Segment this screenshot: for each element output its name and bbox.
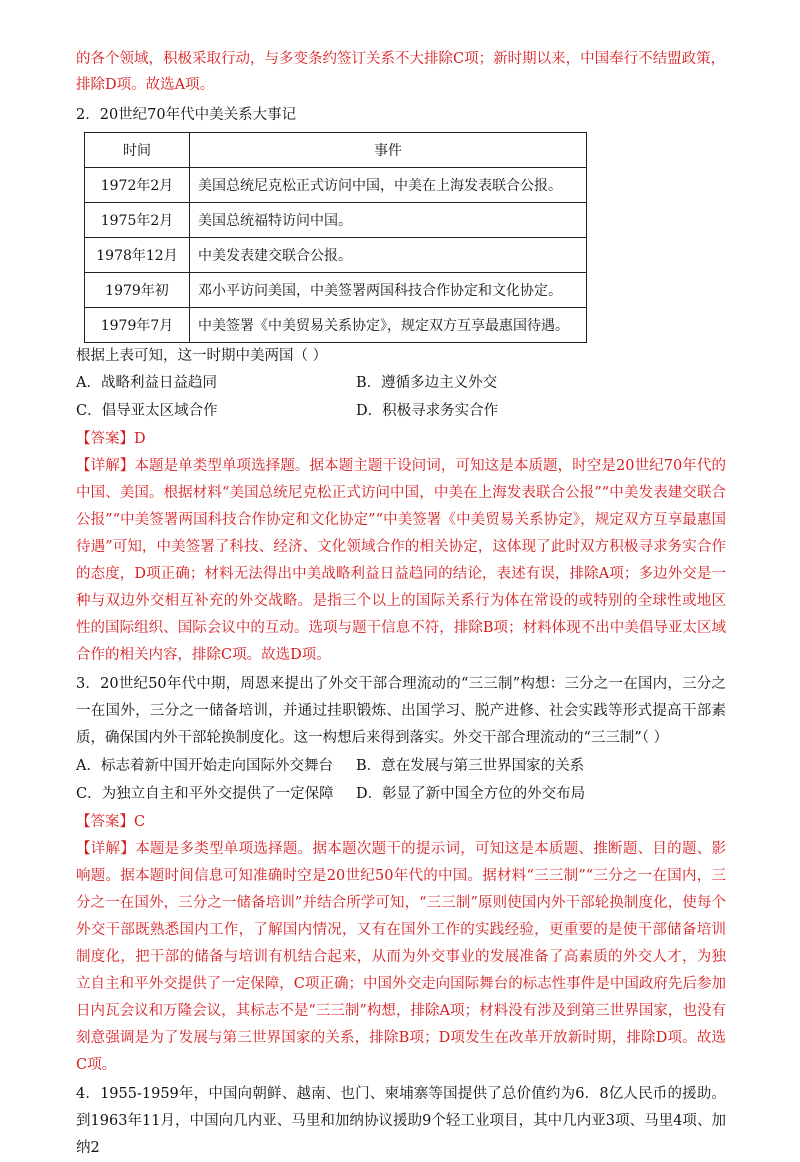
table-row [85, 308, 587, 343]
intro-explain-line-1: 的各个领域，积极采取行动，与多变条约签订关系不大排除C项；新时期以来，中国奉行不结盟政策， [76, 51, 726, 67]
q2-option-d: D．积极寻求务实合作 [356, 403, 499, 419]
table-cell-event: 中美签署《中美贸易关系协定》，规定双方互享最惠国待遇。 [190, 308, 587, 343]
document-page [76, 46, 726, 1162]
table-cell-time: 1978年12月 [85, 238, 190, 273]
table-cell-event: 美国总统福特访问中国。 [190, 203, 587, 238]
q3-answer: 【答案】C [76, 814, 146, 830]
q2-options [76, 369, 726, 425]
q3-option-c: C．为独立自主和平外交提供了一定保障 [76, 786, 334, 802]
q2-option-a: A．战略利益日益趋同 [76, 375, 217, 391]
table-cell-event: 中美发表建交联合公报。 [190, 238, 587, 273]
q2-option-b: B．遵循多边主义外交 [356, 375, 498, 391]
intro-explain-line-2: 排除D项。故选A项。 [76, 77, 215, 93]
q2-question: 根据上表可知，这一时期中美两国（ ） [76, 348, 328, 364]
table-cell-time: 1979年7月 [85, 308, 190, 343]
table-row [85, 203, 587, 238]
q3-option-a: A．标志着新中国开始走向国际外交舞台 [76, 758, 333, 774]
q3-options [76, 752, 726, 808]
table-header-row [85, 133, 587, 168]
table-cell-event: 邓小平访问美国，中美签署两国科技合作协定和文化协定。 [190, 273, 587, 308]
table-cell-time: 1972年2月 [85, 168, 190, 203]
table-row [85, 238, 587, 273]
q3-option-d: D．彰显了新中国全方位的外交布局 [356, 786, 586, 802]
table-cell-time: 1975年2月 [85, 203, 190, 238]
table-header-time: 时间 [85, 133, 190, 168]
q2-option-c: C．倡导亚太区域合作 [76, 403, 218, 419]
table-header-event: 事件 [190, 133, 587, 168]
table-row [85, 273, 587, 308]
table-cell-event: 美国总统尼克松正式访问中国，中美在上海发表联合公报。 [190, 168, 587, 203]
q3-option-b: B．意在发展与第三世界国家的关系 [356, 758, 585, 774]
q2-stem: 2．20世纪70年代中美关系大事记 [76, 107, 297, 123]
q2-events-table [84, 132, 587, 343]
table-row [85, 168, 587, 203]
q2-detail: 【详解】本题是单类型单项选择题。据本题主题干设问词，可知这是本质题，时空是20世纪70年代的中国、美国。根据材料“美国总统尼克松正式访问中国，中美在上海发表联合公报”“中美发表建交联合公报”“中美签署两国科技合作协定和文化协定”“中美签署《中美贸易关系协定》，规定双方互享最惠国待遇”可知，中美签署了科技、经济、文化领域合作的相关协定，这体现了此时双方积极寻求务实合作的态度，D项正确；材料无法得出中美战略利益日益趋同的结论，表述有误，排除A项；多边外交是一种与双边外交相互补充的外交战略。是指三个以上的国际关系行为体在常设的或特别的全球性或地区性的国际组织、国际会议中的互动。选项与题干信息不符，排除B项；材料体现不出中美倡导亚太区域合作的相关内容，排除C项。故选D项。 [76, 458, 726, 663]
q3-detail: 【详解】本题是多类型单项选择题。据本题次题干的提示词，可知这是本质题、推断题、目的题、影响题。据本题时间信息可知准确时空是20世纪50年代的中国。据材料“三三制”“三分之一在国内，三分之一在国外，三分之一储备培训”并结合所学可知，“三三制”原则使国内外干部轮换制度化，使每个外交干部既熟悉国内工作，了解国内情况，又有在国外工作的实践经验，更重要的是使干部储备培训制度化，把干部的储备与培训有机结合起来，从而为外交事业的发展准备了高素质的外交人才，为独立自主和平外交提供了一定保障，C项正确；中国外交走向国际舞台的标志性事件是中国政府先后参加日内瓦会议和万隆会议，其标志不是“三三制”构想，排除A项；材料没有涉及到第三世界国家，也没有刻意强调是为了发展与第三世界国家的关系，排除B项；D项发生在改革开放新时期，排除D项。故选C项。 [76, 841, 726, 1073]
q2-answer: 【答案】D [76, 431, 146, 447]
q4-stem: 4．1955-1959年，中国向朝鲜、越南、也门、柬埔寨等国提供了总价值约为6．8亿人民币的援助。到1963年11月，中国向几内亚、马里和加纳协议援助9个轻工业项目，其中几内亚3项、马里4项、加纳2 [76, 1086, 726, 1156]
table-cell-time: 1979年初 [85, 273, 190, 308]
q3-stem: 3．20世纪50年代中期，周恩来提出了外交干部合理流动的“三三制”构想：三分之一在国内，三分之一在国外，三分之一储备培训，并通过挂职锻炼、出国学习、脱产进修、社会实践等形式提高干部素质，确保国内外干部轮换制度化。这一构想后来得到落实。外交干部合理流动的“三三制”（ ） [76, 676, 726, 746]
